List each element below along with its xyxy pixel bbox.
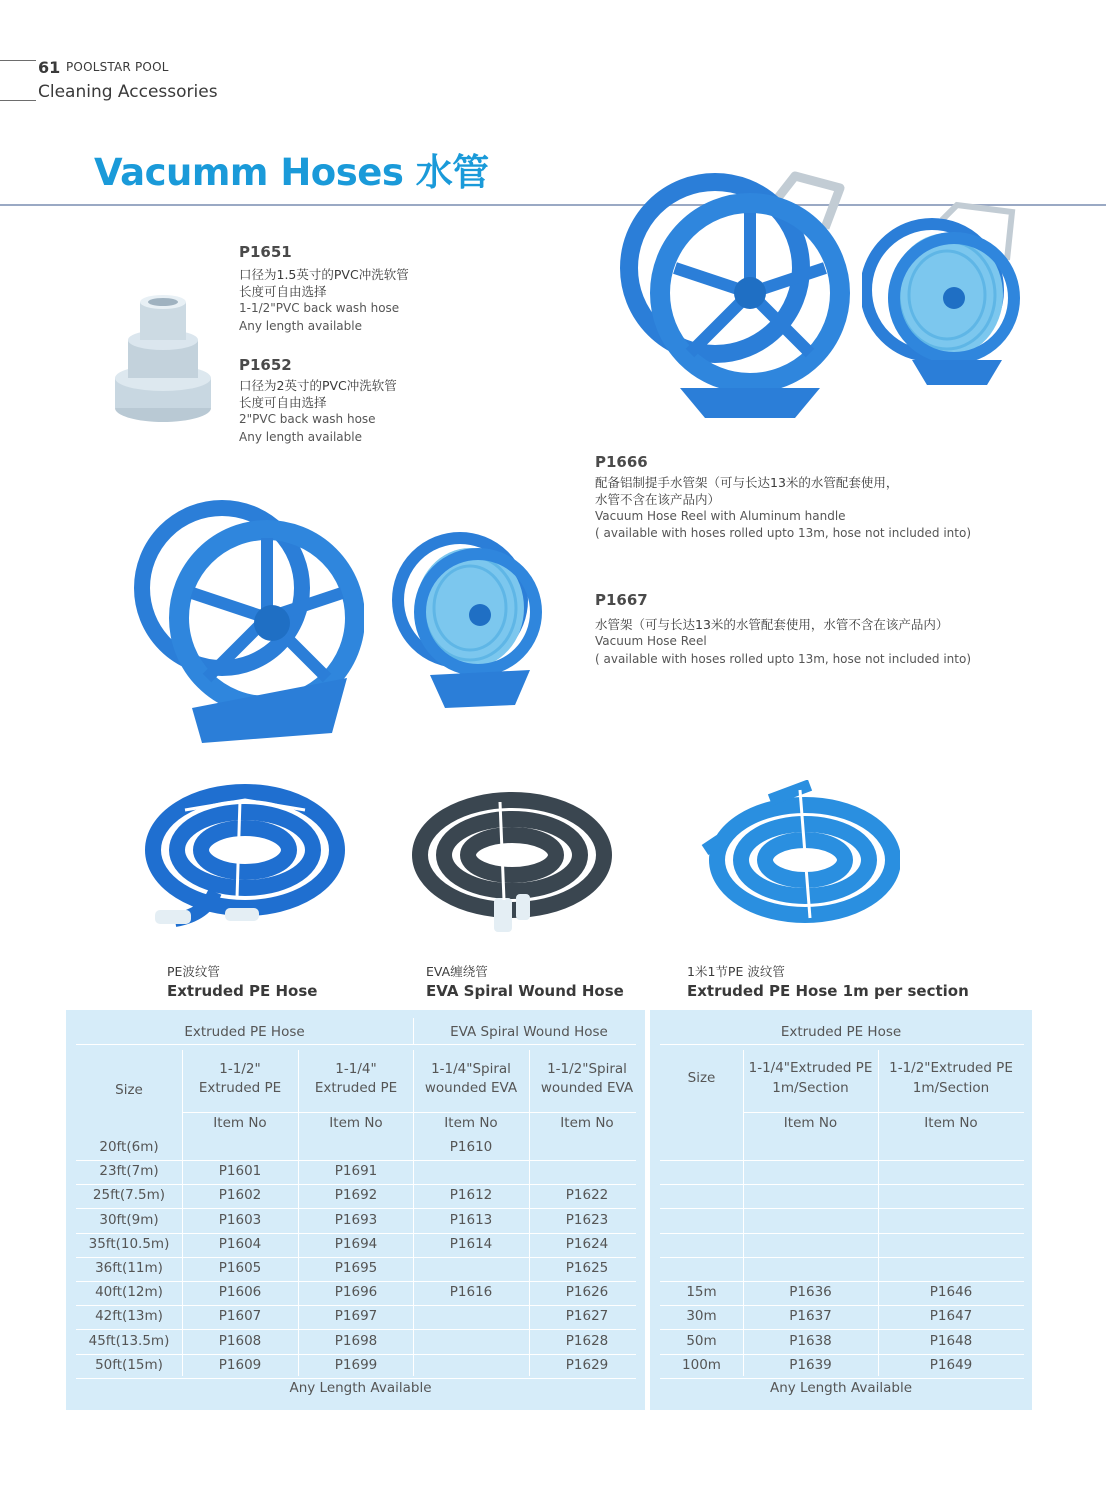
table2-row-sep bbox=[660, 1233, 1024, 1234]
table1-item-cell: P1602 bbox=[218, 1187, 262, 1204]
table2-item-cell: P1648 bbox=[929, 1332, 973, 1349]
table1-row-sep bbox=[76, 1184, 636, 1185]
brand-name: POOLSTAR POOL bbox=[66, 60, 169, 74]
table1-item-cell: P1693 bbox=[334, 1211, 378, 1228]
hose-reel-with-hose-image bbox=[862, 200, 1024, 392]
table1-item-cell: P1608 bbox=[218, 1332, 262, 1349]
table1-item-cell: P1622 bbox=[565, 1187, 609, 1204]
table1-item-cell: P1616 bbox=[449, 1284, 493, 1301]
table2-footer: Any Length Available bbox=[769, 1380, 913, 1396]
table1-item-cell: P1606 bbox=[218, 1284, 262, 1301]
table1-row-sep bbox=[76, 1354, 636, 1355]
product-desc-en2-p1651: Any length available bbox=[239, 319, 362, 333]
table1-row-sep bbox=[76, 1329, 636, 1330]
table1-item-cell: P1609 bbox=[218, 1356, 262, 1373]
table1-size-cell: 40ft(12m) bbox=[95, 1284, 163, 1301]
table1-size-cell: 50ft(15m) bbox=[95, 1356, 163, 1373]
table1-item-cell: P1612 bbox=[449, 1187, 493, 1204]
table2-size-cell: 15m bbox=[686, 1284, 717, 1301]
table1-row-sep bbox=[76, 1160, 636, 1161]
table2-row-sep bbox=[660, 1257, 1024, 1258]
table2-sep bbox=[743, 1112, 1024, 1113]
table1-col4-line2: wounded EVA bbox=[540, 1080, 634, 1096]
table1-item-cell: P1629 bbox=[565, 1356, 609, 1373]
table1-item-cell: P1695 bbox=[334, 1260, 378, 1276]
product-desc-zh2-p1652: 长度可自由选择 bbox=[239, 395, 327, 410]
section-title: Cleaning Accessories bbox=[38, 82, 218, 102]
table1-item-cell: P1697 bbox=[334, 1308, 378, 1325]
table1-col1-line2: Extruded PE bbox=[198, 1080, 282, 1096]
hose-caption-en-pe: Extruded PE Hose bbox=[167, 982, 318, 1000]
table2-col1-line1: 1-1/4"Extruded PE bbox=[748, 1060, 873, 1076]
table2-col2-line2: 1m/Section bbox=[912, 1080, 990, 1096]
table1-item-cell: P1694 bbox=[334, 1235, 378, 1252]
product-desc-zh2-p1651: 长度可自由选择 bbox=[239, 284, 327, 299]
table1-col2-line1: 1-1/4" bbox=[335, 1061, 377, 1077]
hose-caption-en-eva: EVA Spiral Wound Hose bbox=[426, 982, 624, 1000]
table1-item-cell: P1628 bbox=[565, 1332, 609, 1349]
table2-item-cell: P1636 bbox=[789, 1284, 832, 1301]
table1-sep bbox=[76, 1044, 636, 1045]
table1-item-cell: P1698 bbox=[334, 1332, 378, 1349]
table1-sep bbox=[182, 1112, 636, 1113]
table2-item-cell: P1647 bbox=[929, 1308, 973, 1325]
table1-item-no: Item No bbox=[444, 1115, 498, 1131]
table1-item-cell: P1603 bbox=[218, 1211, 262, 1228]
product-desc-en-p1652: 2"PVC back wash hose bbox=[239, 412, 376, 426]
table2-item-no: Item No bbox=[783, 1115, 838, 1131]
table1-size-cell: 42ft(13m) bbox=[95, 1308, 163, 1325]
table1-col3-line2: wounded EVA bbox=[424, 1080, 518, 1096]
table2-col1-line2: 1m/Section bbox=[772, 1080, 849, 1096]
table2-group: Extruded PE Hose bbox=[780, 1024, 902, 1040]
header-rule-bottom bbox=[0, 100, 36, 101]
table1-item-cell: P1614 bbox=[449, 1235, 493, 1252]
table2-sep bbox=[743, 1050, 744, 1376]
product-desc-zh-p1667: 水管架（可与长达13米的水管配套使用，水管不含在该产品内） bbox=[595, 617, 949, 632]
table1-item-cell: P1692 bbox=[334, 1187, 378, 1204]
table2-row-sep bbox=[660, 1329, 1024, 1330]
table1-size-header: Size bbox=[115, 1082, 143, 1098]
table2-item-no: Item No bbox=[924, 1115, 978, 1131]
table1-size-cell: 25ft(7.5m) bbox=[92, 1187, 166, 1204]
table1-row-sep bbox=[76, 1208, 636, 1209]
table1-item-cell: P1625 bbox=[565, 1260, 609, 1276]
table2-row-sep bbox=[660, 1208, 1024, 1209]
table1-footer: Any Length Available bbox=[289, 1380, 432, 1396]
page-title: Vacumm Hoses 水管 bbox=[94, 151, 489, 194]
eva-spiral-wound-hose-image bbox=[412, 790, 612, 940]
table1-item-cell: P1696 bbox=[334, 1284, 378, 1301]
table1-item-cell: P1607 bbox=[218, 1308, 262, 1325]
extruded-pe-hose-1m-section-image bbox=[700, 780, 900, 930]
product-desc-en2-p1667: ( available with hoses rolled upto 13m, hose not included into) bbox=[595, 652, 972, 666]
hose-caption-zh-eva: EVA缠绕管 bbox=[426, 964, 488, 979]
table1-item-no: Item No bbox=[560, 1115, 614, 1131]
product-desc-en-p1651: 1-1/2"PVC back wash hose bbox=[239, 301, 400, 315]
table2-col2-line1: 1-1/2"Extruded PE bbox=[889, 1060, 1013, 1076]
table1-item-no: Item No bbox=[213, 1115, 267, 1131]
table2-row-sep bbox=[660, 1305, 1024, 1306]
hose-reel-large-image bbox=[132, 478, 364, 750]
table1-size-cell: 23ft(7m) bbox=[99, 1163, 159, 1180]
table1-item-cell: P1601 bbox=[218, 1163, 262, 1180]
table1-group-eva: EVA Spiral Wound Hose bbox=[450, 1024, 608, 1040]
product-desc-zh2-p1666: 水管不含在该产品内） bbox=[595, 492, 721, 507]
table2-sep bbox=[878, 1050, 879, 1376]
table2-item-cell: P1646 bbox=[929, 1284, 973, 1301]
table1-col1-line1: 1-1/2" bbox=[219, 1061, 261, 1077]
table2-size-cell: 50m bbox=[686, 1332, 717, 1349]
hose-reel-small-with-hose-image bbox=[390, 520, 546, 710]
product-code-p1667: P1667 bbox=[595, 591, 648, 609]
table1-item-cell: P1623 bbox=[565, 1211, 609, 1228]
table1-item-cell: P1691 bbox=[334, 1163, 378, 1180]
table1-item-cell: P1627 bbox=[565, 1308, 609, 1325]
product-code-p1666: P1666 bbox=[595, 453, 648, 471]
table1-col2-line2: Extruded PE bbox=[314, 1080, 398, 1096]
table2-item-cell: P1639 bbox=[789, 1356, 832, 1373]
header-rule-top bbox=[0, 60, 36, 61]
table2-row-sep bbox=[660, 1354, 1024, 1355]
product-desc-en-p1667: Vacuum Hose Reel bbox=[595, 634, 707, 648]
table1-row-sep bbox=[76, 1281, 636, 1282]
table1-size-cell: 35ft(10.5m) bbox=[88, 1235, 170, 1252]
product-desc-en2-p1652: Any length available bbox=[239, 430, 362, 444]
table2-sep bbox=[660, 1044, 1024, 1045]
table1-item-no: Item No bbox=[329, 1115, 383, 1131]
table2-size-cell: 100m bbox=[682, 1356, 721, 1373]
table2-item-cell: P1649 bbox=[929, 1356, 973, 1373]
table1-item-cell: P1613 bbox=[449, 1211, 493, 1228]
table1-row-sep bbox=[76, 1233, 636, 1234]
product-code-p1652: P1652 bbox=[239, 356, 292, 374]
page-number: 61 bbox=[38, 58, 61, 77]
table1-size-cell: 36ft(11m) bbox=[95, 1260, 163, 1276]
table1-size-cell: 30ft(9m) bbox=[99, 1211, 159, 1228]
table1-col4-line1: 1-1/2"Spiral bbox=[547, 1061, 627, 1077]
table2-item-cell: P1638 bbox=[789, 1332, 832, 1349]
product-desc-en2-p1666: ( available with hoses rolled upto 13m, hose not included into) bbox=[595, 526, 972, 540]
product-desc-en-p1666: Vacuum Hose Reel with Aluminum handle bbox=[595, 509, 846, 523]
table2-size-header: Size bbox=[687, 1070, 716, 1086]
table2-row-sep bbox=[660, 1160, 1024, 1161]
table2-size-cell: 30m bbox=[686, 1308, 717, 1325]
hose-caption-en-pe-1m: Extruded PE Hose 1m per section bbox=[687, 982, 969, 1000]
table1-size-cell: 20ft(6m) bbox=[99, 1139, 159, 1155]
table2-row-sep bbox=[660, 1184, 1024, 1185]
product-code-p1651: P1651 bbox=[239, 243, 292, 261]
table1-size-cell: 45ft(13.5m) bbox=[88, 1332, 170, 1349]
hose-caption-zh-pe: PE波纹管 bbox=[167, 964, 220, 979]
product-desc-zh-p1666: 配备铝制提手水管架（可与长达13米的水管配套使用， bbox=[595, 475, 899, 490]
table2-row-sep bbox=[660, 1281, 1024, 1282]
table1-row-sep bbox=[76, 1305, 636, 1306]
backwash-hose-connector-image bbox=[108, 290, 218, 430]
table1-row-sep bbox=[76, 1257, 636, 1258]
table1-item-cell: P1626 bbox=[565, 1284, 609, 1301]
hose-caption-zh-pe-1m: 1米1节PE 波纹管 bbox=[687, 964, 785, 979]
product-desc-zh-p1652: 口径为2英寸的PVC冲洗软管 bbox=[239, 378, 397, 393]
table2-item-cell: P1637 bbox=[789, 1308, 832, 1325]
product-desc-zh-p1651: 口径为1.5英寸的PVC冲洗软管 bbox=[239, 267, 409, 282]
table1-item-cell: P1605 bbox=[218, 1260, 262, 1276]
hose-reel-aluminum-handle-image bbox=[620, 168, 860, 426]
table1-item-cell: P1604 bbox=[218, 1235, 262, 1252]
table1-item-cell: P1610 bbox=[449, 1139, 493, 1155]
table1-item-cell: P1699 bbox=[334, 1356, 378, 1373]
table1-col3-line1: 1-1/4"Spiral bbox=[431, 1061, 511, 1077]
table1-item-cell: P1624 bbox=[565, 1235, 609, 1252]
table1-group-pe: Extruded PE Hose bbox=[184, 1024, 305, 1040]
extruded-pe-hose-image bbox=[145, 780, 345, 940]
